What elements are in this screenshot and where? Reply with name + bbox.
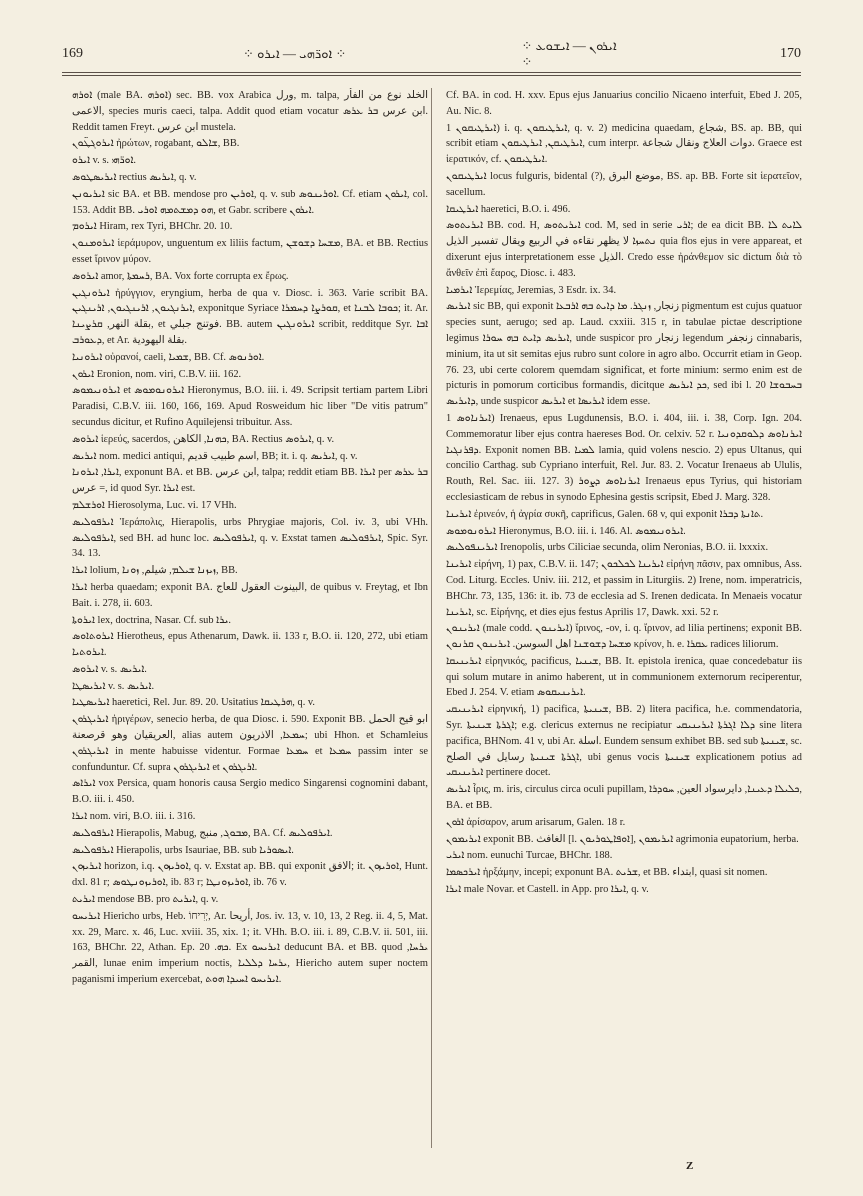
entry: ܐܝܪܛܝܩܘܢ locus fulguris, bidental (?), موضع البرق, BS. ap. BB. Forte sit ἱερατεῖον, sacellum.: [446, 170, 802, 198]
entry: ܐܝܪܝ nom. eunuchi Turcae, BHChr. 188.: [446, 850, 613, 862]
entry: Cf. BA. in cod. H. xxv. Epus ejus Januarius concilio Nicaeno interfuit, Ebed J. 205, Au. Nic. 8.: [446, 90, 802, 117]
entry: ܐܪܘܢ ἀρίσαρον, arum arisarum, Galen. 18 r.: [446, 816, 626, 828]
entry: ܐܝܪܐ lolium, ܙܝܙܢܐ ܫܝܠܡ, شيلم, ܙܘܢܐ, BB.: [72, 565, 238, 577]
entry: ܐܝܪܝܡܘܢ exponit BB. الغافث [l. ܐܘܦܐܛܘܪܝܘܢ], ܐܝܪܝܡܘܢ agrimonia eupatorium, herba.: [446, 833, 799, 845]
entry: ܐܝܪܝܬ mendose BB. pro ܐܝܪܝܬ, q. v.: [72, 894, 219, 906]
entry: ܐܝܪܐ nom. viri, B.O. iii. i. 316.: [72, 811, 196, 823]
entry: ܐܝܪܛܝܩܘܢ 1) i. q. ܐܝܪܛܝܩܘܢ, q. v. 2) medicina quaedam, شجاع, BS. ap. BB, qui scribit etiam ܐܝܪܛܝܩܢ, ܐܝܪܛܝܩܘܢ, cum interpr. دوات العلاج ونقال شجاعة. Graece est ἱερατικόν, cf. ܐܝܪܛܝܩܘܢ.: [446, 122, 802, 166]
entry: ܐܝܪܝܣ nom. medici antiqui, اسم طبيب قديم, BB; it. i. q. ܐܝܪܝܣ, q. v.: [72, 450, 358, 462]
entry: ܐܝܪܝܢܦܘܠܝܣ Irenopolis, urbs Ciliciae secunda, olim Neronias, B.O. ii. lxxxix.: [446, 542, 769, 554]
entry: ܐܝܪܘܢܓܝܢ ἠρύγγιον, eryngium, herba de qua v. Diosc. i. 363. Varie scribit BA. ܐܝܪܢܓܝܘܢ, ܐܪܝܢܓܝܘܢ, ܐܪܝܢܓܝܢ, exponitque Syriace ܩܘܪܨܐ ܕܚܡܪܐ, et ܟܘܒܐ ܠܒܢܐ; it. Ar. بقلة النهر, ܩܪܨܝܢܐ, et فوتنج جبلي. BB. autem ܐܝܪܘܢܓܝܢ scribit, redditque Syr. ܐܒܐ ܕܥܘܪܒ, et Ar. بقلة اليهودية.: [72, 287, 428, 346]
entry: ܐܝܪܐ herba quaedam; exponit BA. البينوت العقول للعاج, de quibus v. Freytag, et Ibn Bait. i. 278, ii. 603.: [72, 581, 428, 609]
right-column: [446, 88, 802, 1148]
entry: ܐܝܪܝܣܛܐ v. s. ܐܝܪܝܣ.: [72, 680, 155, 692]
entry: ܐܝܪܝܬܘܣ BB. cod. H, ܐܝܪܝܬܘܣ cod. M, sed in serie ܐܪܝ; de ea dicit BB. ܠܐܝܬ ܠܐ ܢܬܚܙܐ لا يظهر نقاءه في الربيع ويقال تفسير الذيل quia flos ejus in vere appareat, et dixerunt ejus interpretationem esse الذيل. Credo esse ἠράνθεμον sic dictum διὰ τὸ ἄνθεῖν ἐπὶ ἔαρος, Diosc. i. 483.: [446, 220, 802, 279]
entry: ܐܝܪܦܘܠܝܣ Ἱεράπολις, Hierapolis, urbs Phrygiae majoris, Col. iv. 3, ubi VHh. ܐܝܪܦܘܠܝܣ, sed BH. ad hunc loc. ܐܝܪܦܘܠܝܣ, q. v. Exstat tamen ܐܝܪܦܘܠܝܣ, Spic. Syr. 34. 13.: [72, 516, 428, 560]
entry: ܐܝܪܝܣ sic BB, qui exponit زنجار, ܙܢܓܪ. ܡܐ ܕܐܝܬ ܒܗ ܐܪܒܥܐ pigmentum est cujus quatuor species sunt, aerugo; sed ap. Laud. cxxiii. 315 r, in tabulae pictae descriptione legimus ܐܝܪܝܣ ܕܐܝܬ ܒܗ ܚܘܪܐ, unde suspicor pro زنجار legendum زنجفر cinnabaris, minium, ita ut sit semitas ejus rubro sunt colore in agro albo. Occurrit etiam in Geop. 76. 23, ubi certe colorem quemdam significat, et forte minium: sermo enim est de picturis in pomorum corticibus formandis, dicitque ܟܕ ܐܝܪܝܣ, sed ibi l. 20 ܒܚܒܘܫܐ ܕܐܝܪܝܣ, unde suspicor ܐܝܪܝܣ et ܐܝܪܝܣܐ idem esse.: [446, 301, 802, 408]
entry: ܐܝܪܝܣ ἶρις, m. iris, circulus circa oculi pupillam, ܟܠܝܠܐ ܕܥܝܢܐ, دايرسواد العين, ܚܘܕܪܐ, BA. et BB.: [446, 784, 802, 812]
signature-mark: Z: [686, 1160, 694, 1172]
left-page-number: 169: [62, 46, 83, 61]
header-rule: [62, 72, 801, 73]
entry: ܐܝܪܐ, ܐܝܪܘܢܐ, exponunt BA. et BB. ابن عرس, talpa; reddit etiam BB. ܐܝܪܐ per ܒܪ ܥܪܣ = عرس, id quod Syr. ܐܝܪܐ est.: [72, 467, 428, 495]
left-header-group: [62, 46, 432, 62]
entry: ܐܝܪܐܣ vox Persica, quam honoris causa Sergio medico Singarensi cognomini dabant, B.O. iii. i. 450.: [72, 778, 428, 806]
entry: ܐܝܪܐ male Novar. et Castell. in App. pro ܐܝܪܐ, q. v.: [446, 884, 649, 896]
entry: ܐܝܪܟܣܡܐ ἠρξάμην, incepi; exponunt BA. ܫܪܝܬ, et BB. ابتداء, quasi sit nomen.: [446, 867, 768, 879]
entry: ܐܝܪܘܬܐ lex, doctrina, Nasar. Cf. sub ܝܪܐ.: [72, 614, 231, 626]
entry: ܐܝܪܝܚܘ Hiericho urbs, Heb. יְרִיחוֹ, Ar. أريحا, Jos. iv. 13, v. 10, 13, 2 Reg. ii. 4, 5, Mat. xx. 29, Marc. x. 46, Luc. xviii. 35, xix. 1; it. VHh. B.O. iii. i. 89, C.B.V. ii. 501, iii. 163, BHChr. 22, Athan. Ep. ܟܗ. 20. Ex ܐܝܪܝܚܘ deducunt BA. et BB. quod ܝܪܚܐ, القمر, lunae enim imperium noctis, ܝܪܚܐ ܕܠܠܝܐ, Hiericho autem super noctem paganismi imperium exercebat, ܐܝܪܝܚܘ ܐܚܝܕܐ ܗܘܬ.: [72, 910, 428, 986]
entry: ܐܝܪܢܐܘܣ 1) Irenaeus, epus Lugdunensis, B.O. i. 404, iii. i. 38, Corp. Ign. 204. Commemoratur liber ejus contra haereses Bod. Or. celxiv. 52 r. ܐܝܪܢܐܘܣ ܕܠܘܩܕܘܢܝܐ ܕܦܪܢܓܝܐ. Exponit nomen BB. ܠܡܝܐ lamia, quid volens nescio. 2) epus Ultanus, qui concilio Carthag. sub Cypriano interfuit, Rel. Jur. 83. 2. Vocatur Irenaeus ab Ululis, Routh, Rel. Sac. iii. 127. 3) ܐܝܪܢܐܘܣ ܕܨܘܪ Irenaeus epus Tyrius, qui historiam ecclesiasticam de rebus in synodo Ephesina gestis scripsit, Ebed J. Marg. 328.: [446, 412, 802, 503]
entry: ܐܝܪܘܣ amor, ܪܚܡܬܐ, BA. Vox forte corrupta ex ἔρως.: [72, 270, 289, 282]
entry: ܐܝܪܝܢܐ ἐρινεόν, ἡ ἀγρία συκῆ, caprificus, Galen. 68 v, qui exponit ܬܐܢܬܐ ܕܒܪܐ.: [446, 508, 764, 520]
entry: ܐܝܪܘܢܝܐ οὐρανοί, caeli, ܫܡܝܐ, BB. Cf. ܐܘܪܢܘܣ.: [72, 351, 265, 363]
entry: ܐܝܪܘܬܐܘܣ Hierotheus, epus Athenarum, Dawk. ii. 133 r, B.O. ii. 120, 272, ubi etiam ܐܝܪܘܬܝܐ.: [72, 631, 428, 659]
entry: ܐܝܪܝܢܐ εἰρήνη, 1) pax, C.B.V. ii. 147; ܐܝܪܝܢܐ ܠܟܠܟܘܢ εἰρήνη πᾶσιν, pax omnibus, Ass. Cod. Liturg. Eccles. Univ. iii. 212, et passim in Liturgiis. 2) Irene, nom. imperatricis, BHChr. 73, 135, 136: it. ib. 73 de ecclesia ad S. Irenen dedicata. In Menaeis vocatur ܐܝܪܝܢܐ, sc. Εἰρήνης, et dies ejus festus Aprilis 17, Dawk. xxi. 52 r.: [446, 559, 802, 618]
entry: ܐܝܪܝܣܛܘܣ rectius ܐܝܪܝܣ, q. v.: [72, 171, 197, 183]
right-header-group: [432, 38, 802, 70]
column-divider: [431, 88, 432, 1148]
entry: ܐܝܪܡܝܐ Ἱερεμίας, Jeremias, 3 Esdr. ix. 34.: [446, 284, 617, 296]
right-running-head: ⁘ ܐܝܪܘܢ — ܐܝܫܘܥ ⁘: [521, 38, 617, 69]
entry: ܐܝܪܝܢܝܩܐ εἰρηνικός, pacificus, ܫܝܢܝܐ, BB. It. epistola irenica, quae concedebatur iis qui solum mutare in animo haberent, ut in communionem externorum reciperentur, Ebed J. 254. V. etiam ܐܝܪܝܢܝܩܘܣ.: [446, 655, 802, 699]
entry: ܐܝܪܛܝܩܐ haeretici, B.O. i. 496.: [446, 203, 571, 215]
entry: ܐܝܪܘܣ ἱερεύς, sacerdos, ܟܗܢܐ, الكاهن, BA. Rectius ܐܝܪܘܣ, q. v.: [72, 433, 335, 445]
entry: ܐܝܪܘܓܛ̈ܘܢ ἠρώτων, rogabant, ܫܐܠܘ, BB.: [72, 138, 240, 150]
left-running-head: ⁘ ܐܘܪ̈ܗܝ — ܐܝܪܘ ⁘: [243, 46, 347, 61]
entry: ܐܝܪܘܡܢܘܢ ἱεράμυρον, unguentum ex liliis factum, ܡܫܚܐ ܕܫܘܫܢ, BA. et BB. Rectius esset ἵρινον μύρον.: [72, 238, 428, 265]
entry: ܐܝܪܝܢܝܩܝ εἰρηνική, 1) pacifica, ܫܝܢܝܬܐ, BB. 2) litera pacifica, h.e. commendatoria, Syr. ܐܓܪܬܐ ܫܝܢܝܬܐ; e.g. clericus externus ne recipiatur ܕܠܐ ܐܓܪܬܐ ܐܝܪܝܢܝܩܝ sine litera pacifica, BHNom. 41 v, ubi Ar. اسلة. Eundem sensum exhibet BB. sed sub ܫܝܢܝܬܐ, sc. ܐܓܪܬܐ ܫܝܢܝܬܐ رسايل في الصلح, ubi genus vocis ܫܝܢܝܬܐ explicationem potius ad ܐܝܪܝܢܝܩܝ pertinere docet.: [446, 704, 802, 779]
entry: ܐܘܪܗ (male BA. ܐܘܪܗ) sec. BB. vox Arabica ورل, m. talpa, الخلد نوع من الفأر الاعمى, species muris caeci, talpa. Addit quod etiam vocatur ابن عرس ܒܪ ܥܪܣ. Reddit tamen Freyt. ابن عرس mustela.: [72, 90, 428, 133]
entry: ܐܝܪܝܙܘܢ horizon, i.q. ܐܘܪܝܙܘܢ, q. v. Exstat ap. BB. qui exponit الافق; it. ܐܘܪܝܙܘܢ, Hunt. dxl. 81 r; ܐܘܪܝܙܘܢܛܘܣ, ib. 83 r; ܐܘܪܝܙܘܢܛܐ, ib. 76 v.: [72, 861, 428, 889]
entry: ܐܝܪܘܡ Hiram, rex Tyri, BHChr. 20. 10.: [72, 221, 233, 233]
entry: ܐܝܪܘ v. s. ܐܘܪ̈ܗܝ.: [72, 155, 136, 167]
running-header: [62, 40, 801, 68]
left-column: [72, 88, 428, 1148]
entry: ܐܝܪܦܘܠܝܣ Hierapolis, urbs Isauriae, BB. sub ܐܝܣܘܪܝܐ.: [72, 844, 294, 856]
entry: ܐܝܪܝܘܢܢ sic BA. et BB. mendose pro ܐܘܪܝܢ, q. v. sub ܐܘܪܝܢܘܣ. Cf. etiam ܐܝܪܘܢ, col. 153. Addit BB. ܗܘ ܕܡܫܬܡܗ ܐܘܪܝ, et Gabr. scribere ܐܝܪܘܢ.: [72, 188, 428, 216]
entry: ܐܝܪܘܢܝܡܘܣ et ܐܝܪܘܢܘܡܘܣ Hieronymus, B.O. iii. i. 49. Scripsit tertiam partem Libri Paradisi, C.B.V. iii. 160, 166, 169. Apud Rosweidum hic liber "De vitis patrum" secundus dicitur, et Rufino Aquilejensi tribuitur. Ass.: [72, 385, 428, 428]
entry: ܐܝܪܦܘܠܝܣ Hierapolis, Mabug, ܡܒܘܓ, منبج, BA. Cf. ܐܝܪܦܘܠܝܣ.: [72, 827, 333, 839]
header-rule-double: [62, 75, 801, 76]
entry: ܐܝܪܝܢܘܢ (male codd. ܐܝܪܝܢܘܢ) ἴρινος, -ον, i. q. ἴρινον, ad lilia pertinens; exponit BB. ܡܫܚܐ ܕܫܘܫܢܐ اهل السوسن. ܐܝܪܝܢܘܢ ܩܪܢܘܢ κρίνον, h. e. ܥܩܪܐ radices liliorum.: [446, 623, 802, 651]
entry: ܐܝܪܝܣܛܝܐ haeretici, Rel. Jur. 89. 20. Usitatius ܗܪܛܝܩܐ, q. v.: [72, 697, 316, 709]
entry: ܐܘܪܫܠܡ Hierosolyma, Luc. vi. 17 VHh.: [72, 499, 237, 511]
entry: ܐܝܪܘܣ v. s. ܐܝܪܝܣ.: [72, 663, 147, 675]
entry: ܐܝܪܝܓܪܘܢ ἠριγέρων, senecio herba, de qua Diosc. i. 590. Exponit BB. ابو قيح الحمل العريقيان وهو قرصعنة, alias autem ܚܡܥܐ, الاذريون; ubi Hhon. et Schamleius ܐܝܪܝܓܪܘܢ in mente habuisse videntur. Formae ܚܡܥܐ et ܚܡܥܐ passim inter se confunduntur. Cf. supra ܐܝܪܝܓܪܘܢ et ܐܪܝܓܪܘܢ.: [72, 714, 428, 773]
entry: ܐܝܪܘܢ Eronion, nom. viri, C.B.V. iii. 162.: [72, 368, 242, 380]
right-page-number: 170: [780, 46, 801, 61]
entry: ܐܝܪܘܢܘܡܘܣ Hieronymus, B.O. iii. i. 146. Al. ܐܝܪܘܢܝܡܘܣ.: [446, 525, 686, 537]
